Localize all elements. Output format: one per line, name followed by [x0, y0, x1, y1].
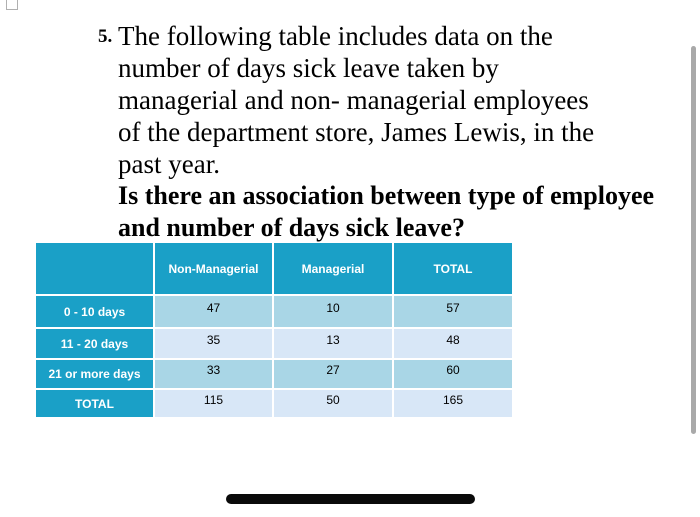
cell-value: 10 [326, 300, 340, 315]
question-line: number of days sick leave taken by [118, 53, 499, 83]
table-row [36, 360, 512, 388]
cell-value: 13 [326, 332, 340, 347]
table-cell [394, 329, 512, 358]
cell-value: 115 [203, 392, 224, 407]
cell-value: 33 [206, 363, 221, 377]
checkbox-marker [6, 0, 18, 10]
table-cell [274, 329, 392, 358]
table-row [36, 329, 512, 358]
table-cell [274, 390, 392, 417]
question-line: of the department store, James Lewis, in the [118, 117, 595, 147]
row-label: 21 or more days [36, 360, 153, 388]
table-cell [155, 329, 272, 358]
question-text [118, 20, 654, 244]
cell-value: 48 [446, 332, 460, 347]
table-cell [155, 360, 272, 388]
header-cell-empty [36, 243, 153, 294]
header-cell-non-managerial: Non-Managerial [155, 243, 272, 294]
question-line: The following table includes data on the [118, 21, 553, 51]
cell-value: 27 [326, 363, 340, 377]
question-line: past year. [118, 149, 220, 179]
table-row [36, 296, 512, 327]
table-cell [274, 360, 392, 388]
question-prompt-line: Is there an association between type of employee [118, 181, 655, 210]
cell-value: 50 [326, 392, 340, 407]
table-cell [274, 296, 392, 327]
header-cell-managerial: Managerial [274, 243, 392, 294]
cell-value: 165 [442, 392, 464, 407]
table-cell [155, 296, 272, 327]
row-label: 11 - 20 days [36, 329, 153, 358]
header-cell-total: TOTAL [394, 243, 512, 294]
table-header-row [36, 243, 512, 294]
question-number: 5. [98, 26, 113, 47]
table-cell [394, 360, 512, 388]
cell-value: 47 [206, 300, 221, 315]
table-cell [155, 390, 272, 417]
row-label: TOTAL [36, 390, 153, 417]
home-indicator[interactable] [226, 494, 475, 504]
cell-value: 60 [446, 363, 460, 377]
question-prompt-line: and number of days sick leave? [118, 213, 465, 242]
row-label: 0 - 10 days [36, 296, 153, 327]
sick-leave-table [34, 241, 514, 419]
vertical-scrollbar[interactable] [691, 46, 696, 434]
cell-value: 35 [206, 332, 221, 347]
cell-value: 57 [446, 300, 460, 315]
question-line: managerial and non- managerial employees [118, 85, 589, 115]
table-row [36, 390, 512, 417]
table-cell [394, 296, 512, 327]
table-cell [394, 390, 512, 417]
